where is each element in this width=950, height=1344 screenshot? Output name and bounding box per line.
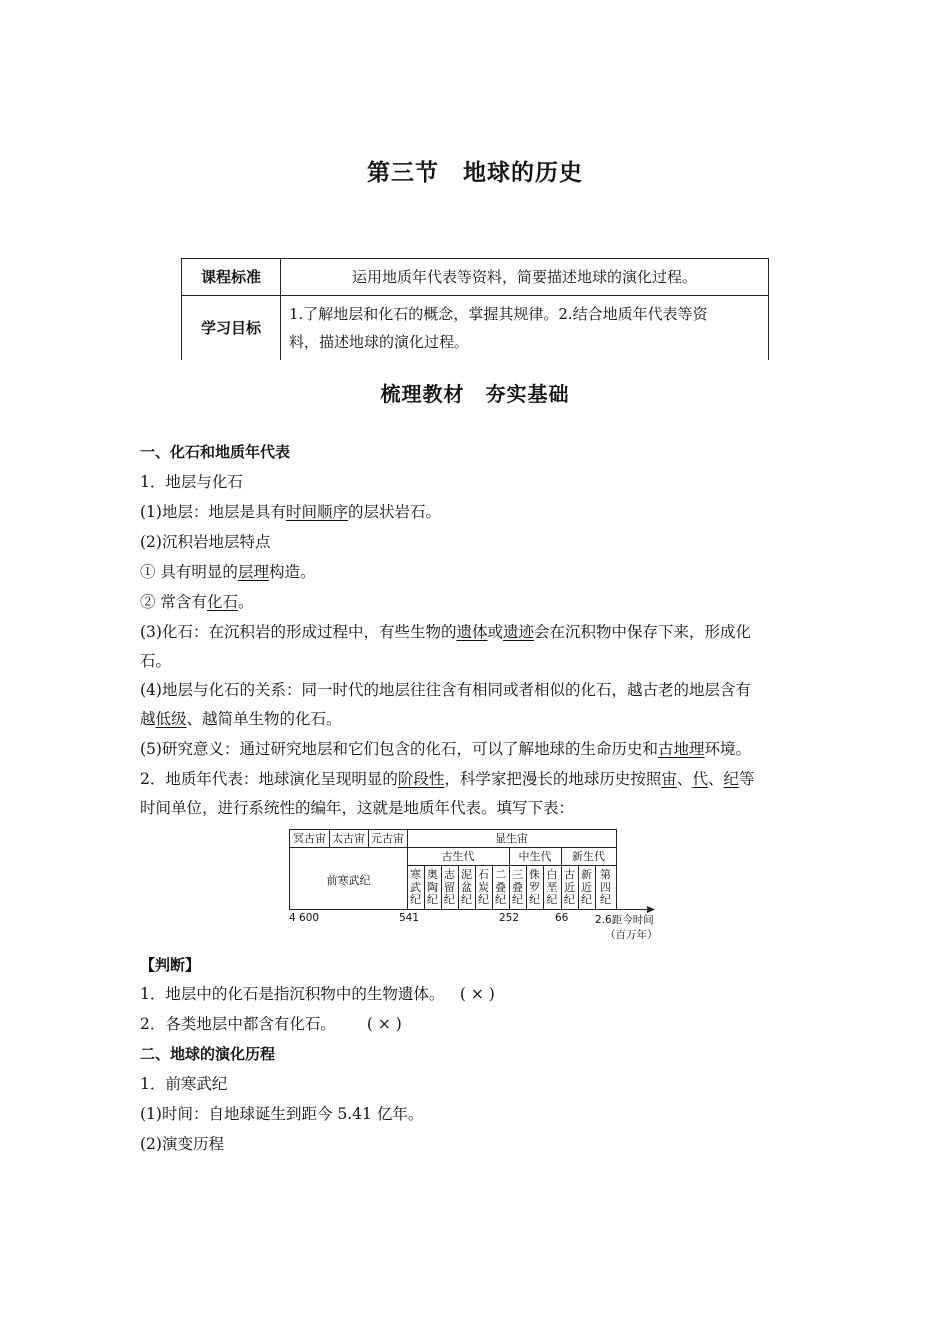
text-segment: 、 <box>676 770 693 788</box>
answer-blank: 化石 <box>206 593 238 611</box>
judge-question: 1．地层中的化石是指沉积物中的生物遗体。 <box>140 985 445 1003</box>
period-cell: 泥盆纪 <box>461 868 472 906</box>
fossil-definition-cont: 石。 <box>140 652 172 670</box>
objectives-line-1: 1.了解地层和化石的概念，掌握其规律。2.结合地质年代表等资 <box>289 305 708 323</box>
fossil-definition <box>140 622 820 642</box>
answer-blank: 层理 <box>237 563 269 581</box>
judge-question: 2．各类地层中都含有化石。 <box>140 1015 336 1033</box>
period-cell: 三叠纪 <box>512 868 523 906</box>
strata-fossil-relation-cont <box>140 709 820 729</box>
item2-text-cont: 时间单位，进行系统性的编年，这就是地质年代表。填写下表： <box>140 799 575 817</box>
text-segment: 的层状岩石。 <box>347 503 441 521</box>
period-cell: 寒武纪 <box>410 868 421 906</box>
answer-blank: 时间顺序 <box>285 503 348 521</box>
period-cell: 侏罗纪 <box>529 868 540 906</box>
judge-heading: 【判断】 <box>140 956 201 974</box>
tick-252: 252 <box>499 912 520 924</box>
feature-1 <box>140 562 820 582</box>
section-title: 梳理教材 夯实基础 <box>380 382 570 406</box>
research-significance <box>140 739 820 759</box>
objectives-label: 学习目标 <box>182 296 281 361</box>
part2-heading: 二、地球的演化历程 <box>140 1045 276 1063</box>
eon-proterozoic: 元古宙 <box>371 832 404 845</box>
era-cenozoic: 新生代 <box>572 850 605 863</box>
objectives-text <box>281 296 769 361</box>
geologic-time-table <box>287 826 659 944</box>
objectives-line-2: 料，描述地球的演化过程。 <box>289 333 470 351</box>
text-segment: 等 <box>738 770 755 788</box>
text-segment: 。 <box>237 593 254 611</box>
eon-phanerozoic: 显生宙 <box>495 832 528 845</box>
tick-value: 2.6 <box>595 914 612 926</box>
standards-label: 课程标准 <box>182 259 281 296</box>
tick-541: 541 <box>399 912 420 924</box>
answer-blank: 纪 <box>723 770 739 788</box>
standards-text: 运用地质年代表等资料，简要描述地球的演化过程。 <box>281 259 769 296</box>
text-segment: ，科学家把漫长的地球历史按照 <box>444 770 662 788</box>
tick-2-6 <box>595 912 654 927</box>
text-segment: 会在沉积物中保存下来，形成化 <box>534 623 752 641</box>
era-paleozoic: 古生代 <box>441 850 475 863</box>
era-mesozoic: 中生代 <box>518 850 552 863</box>
text-segment: ① 具有明显的 <box>140 563 238 581</box>
period-cell: 新近纪 <box>581 868 592 906</box>
answer-blank: 古地理 <box>657 740 705 758</box>
item2-text <box>140 769 820 789</box>
period-cell: 奥陶纪 <box>427 868 438 906</box>
text-segment: (3)化石：在沉积岩的形成过程中，有些生物的 <box>140 623 457 641</box>
feature-2 <box>140 592 820 612</box>
strata-definition <box>140 502 820 522</box>
tick-4600: 4 600 <box>289 912 320 924</box>
text-segment: 、越简单生物的化石。 <box>186 710 342 728</box>
text-segment: (1)地层：地层是具有 <box>140 503 286 521</box>
strata-fossil-relation: (4)地层与化石的关系：同一时代的地层往往含有相同或者相似的化石，越古老的地层含有 <box>140 681 751 699</box>
part1-heading: 一、化石和地质年代表 <box>140 443 291 461</box>
axis-unit: （百万年） <box>605 929 658 941</box>
eon-hadean: 冥古宙 <box>293 832 326 845</box>
text-segment: 、 <box>707 770 724 788</box>
answer-blank: 代 <box>692 770 708 788</box>
text-segment: 越 <box>140 710 156 728</box>
answer-blank: 低级 <box>155 710 187 728</box>
text-segment: 构造。 <box>268 563 316 581</box>
precambrian-heading: 1．前寒武纪 <box>140 1075 228 1093</box>
period-cell: 第四纪 <box>600 868 611 906</box>
eon-archean: 太古宙 <box>332 832 365 845</box>
period-cell: 二叠纪 <box>495 868 506 906</box>
page-title: 第三节 地球的历史 <box>367 160 583 186</box>
sedimentary-features: (2)沉积岩地层特点 <box>140 533 271 551</box>
judge-answer: ( × ) <box>459 985 495 1003</box>
precambrian-process: (2)演变历程 <box>140 1135 224 1153</box>
answer-blank: 遗体 <box>456 623 488 641</box>
text-segment: 或 <box>487 623 503 641</box>
axis-label: 距今时间 <box>611 914 654 926</box>
period-cell: 石炭纪 <box>478 868 489 906</box>
answer-blank: 宙 <box>661 770 677 788</box>
curriculum-standards-table <box>181 258 769 360</box>
judge-item-2 <box>140 1014 820 1034</box>
period-cell: 志留纪 <box>444 868 455 906</box>
text-segment: 2．地质年代表：地球演化呈现明显的 <box>140 770 398 788</box>
period-cell: 白垩纪 <box>546 868 558 906</box>
item1-heading: 1．地层与化石 <box>140 473 243 491</box>
judge-answer: ( × ) <box>366 1015 402 1033</box>
answer-blank: 阶段性 <box>397 770 445 788</box>
text-segment: 环境。 <box>704 740 751 758</box>
precambrian-label: 前寒武纪 <box>326 874 371 887</box>
precambrian-time: (1)时间：自地球诞生到距今 5.41 亿年。 <box>140 1105 424 1123</box>
tick-66: 66 <box>555 912 569 924</box>
judge-item-1 <box>140 984 820 1004</box>
answer-blank: 遗迹 <box>503 623 535 641</box>
text-segment: (5)研究意义：通过研究地层和它们包含的化石，可以了解地球的生命历史和 <box>140 740 658 758</box>
period-cell: 古近纪 <box>564 868 575 906</box>
text-segment: ② 常含有 <box>140 593 207 611</box>
